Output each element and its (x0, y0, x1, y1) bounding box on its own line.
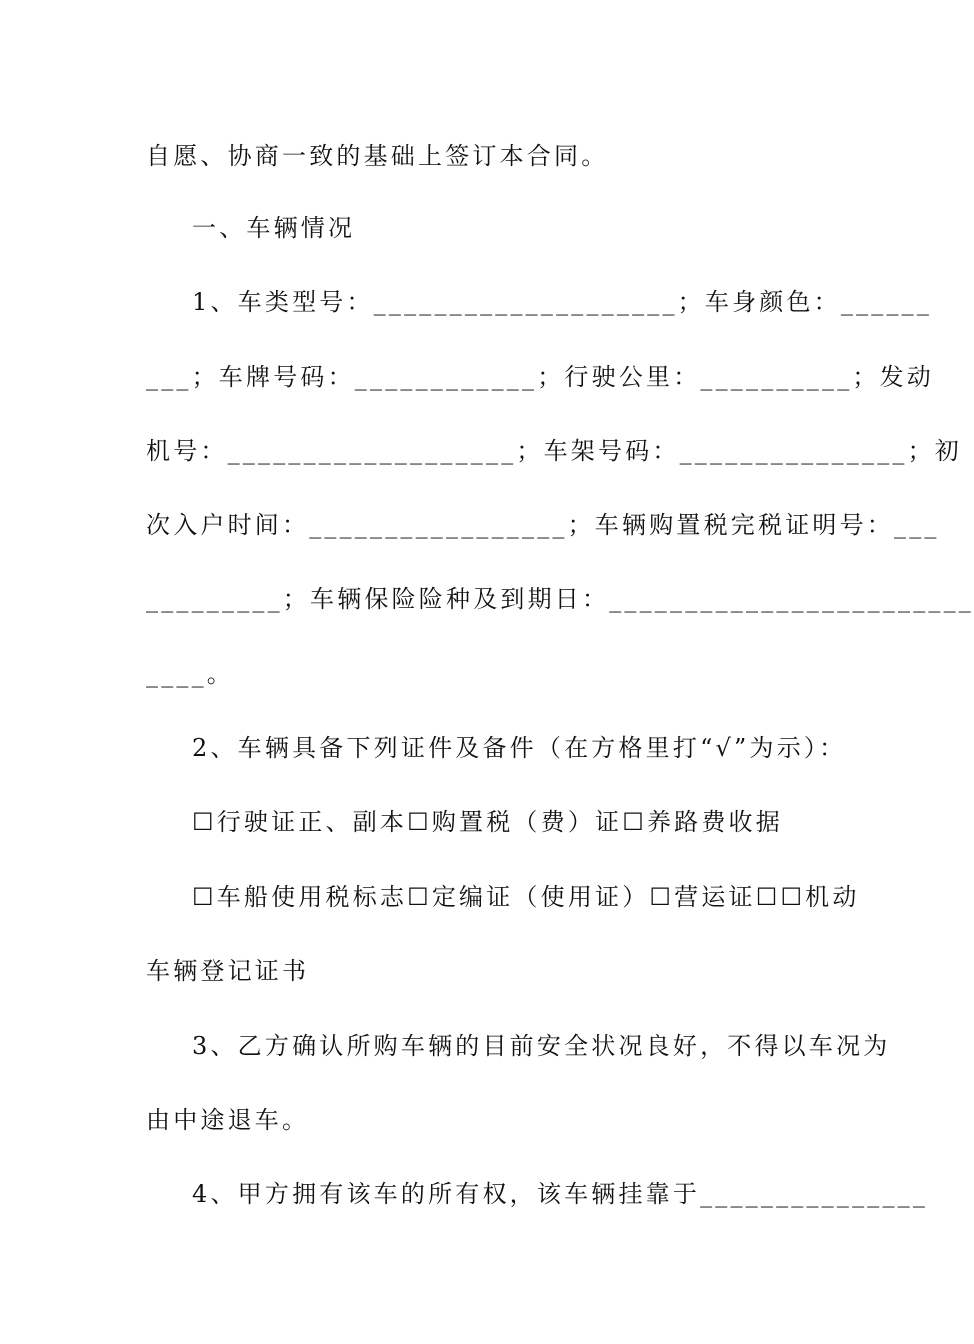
clause-1-line-2: ___；车牌号码：____________；行驶公里：__________；发动 (146, 363, 934, 391)
checkbox-list-line-2: ☐车船使用税标志☐定编证（使用证）☐营运证☐☐机动 (192, 883, 860, 911)
clause-1-line-3: 机号：___________________；车架号码：_______________；初 (146, 437, 962, 465)
clause-2-line-1: 2、车辆具备下列证件及备件（在方格里打“√”为示）： (192, 734, 847, 762)
clause-1-line-4: 次入户时间：_________________；车辆购置税完税证明号：___ (146, 511, 940, 539)
clause-1-line-1: 1、车类型号：____________________；车身颜色：______ (192, 288, 933, 316)
clause-4-line-1: 4、甲方拥有该车的所有权，该车辆挂靠于_______________ (192, 1180, 929, 1208)
clause-1-line-5: _________；车辆保险险种及到期日：________________________ (146, 585, 974, 613)
checkbox-list-line-3: 车辆登记证书 (146, 957, 310, 985)
contract-intro-line: 自愿、协商一致的基础上签订本合同。 (146, 142, 609, 170)
clause-3-line-1: 3、乙方确认所购车辆的目前安全状况良好，不得以车况为 (192, 1032, 891, 1060)
clause-1-line-6: ____。 (146, 660, 234, 688)
section-heading-vehicle: 一、车辆情况 (192, 214, 356, 242)
checkbox-list-line-1: ☐行驶证正、副本☐购置税（费）证☐养路费收据 (192, 808, 783, 836)
clause-3-line-2: 由中途退车。 (146, 1106, 310, 1134)
